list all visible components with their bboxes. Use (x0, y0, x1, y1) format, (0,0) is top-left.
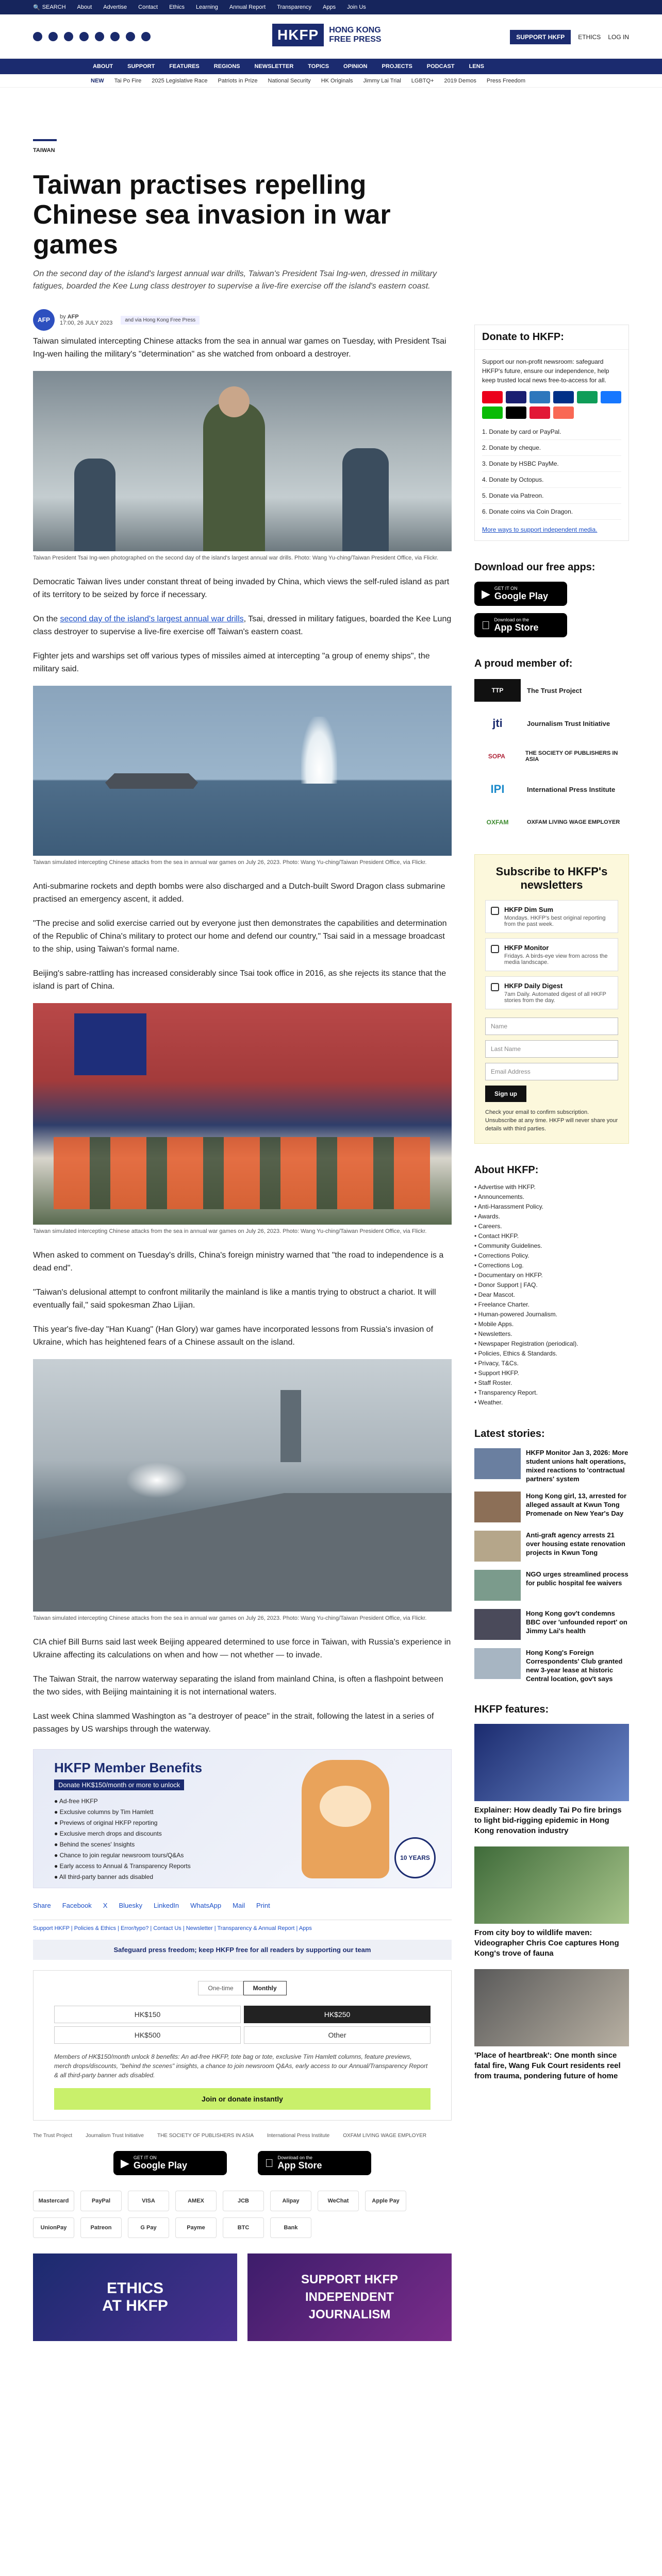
newsletter-form (485, 1018, 618, 1102)
promo-benefits-list (54, 1796, 281, 1883)
about-link[interactable]: • Transparency Report. (474, 1389, 538, 1396)
youtube-icon[interactable] (95, 32, 104, 41)
paragraph: CIA chief Bill Burns said last week Beijing appeared determined to use force in Taiwan, with Russia's experience in Ukraine affecting its calculations on when and how — not whether — to invade. (33, 1638, 451, 1659)
nav-opinion[interactable]: OPINION (343, 63, 368, 70)
paragraph: Anti-submarine rockets and depth bombs were also discharged and a Dutch-built Sword Dragon class submarine practised an emergency ascent, it added. (33, 882, 445, 904)
member-list (474, 679, 629, 834)
photo-caption: Taiwan President Tsai Ing-wen photographed on the second day of the island's largest annual war drills. Photo: Wang Yu-ching/Taiwan President Office, via Flickr. (33, 555, 439, 561)
about-link[interactable]: • Donor Support | FAQ. (474, 1281, 538, 1289)
about-link[interactable]: • Corrections Log. (474, 1262, 524, 1269)
article-body (33, 335, 452, 2341)
author-avatar: AFP (33, 309, 55, 331)
donate-option[interactable]: 5. Donate via Patreon. (482, 488, 621, 504)
payment-icon: JCB (223, 2191, 264, 2211)
article-photo-ship-explosion (33, 686, 452, 856)
tier-250[interactable]: HK$250 (244, 2006, 431, 2023)
nav-topics[interactable]: TOPICS (308, 63, 329, 70)
main-nav (0, 59, 662, 74)
payment-icon: Patreon (80, 2217, 122, 2238)
jti-logo[interactable]: Journalism Trust Initiative (86, 2133, 144, 2139)
nav-newsletter[interactable]: NEWSLETTER (254, 63, 294, 70)
visa-icon (506, 391, 526, 403)
trust-project-logo[interactable]: The Trust Project (33, 2133, 73, 2139)
checkbox-icon[interactable] (491, 907, 499, 915)
about-link[interactable]: • Newsletters. (474, 1330, 512, 1337)
tab-one-time[interactable]: One-time (198, 1981, 243, 1995)
share-x[interactable]: X (103, 1902, 108, 1909)
about-link[interactable]: • Careers. (474, 1223, 502, 1230)
topbar-transparency[interactable]: Transparency (277, 4, 312, 10)
category-tag[interactable]: TAIWAN (33, 139, 57, 154)
latest-stories (474, 1448, 629, 1683)
donate-option[interactable]: 4. Donate by Octopus. (482, 472, 621, 488)
about-link[interactable]: • Advertise with HKFP. (474, 1183, 536, 1191)
benefit-item: ● Behind the scenes' Insights (54, 1841, 135, 1848)
topbar-advertise[interactable]: Advertise (103, 4, 127, 10)
topbar-about[interactable]: About (77, 4, 92, 10)
page-content (0, 88, 662, 2576)
paragraph: "Taiwan's delusional attempt to confront militarily the mainland is like a mantis trying to obstruct a chariot. It will eventually fail," said spokesman Zhao Lijian. (33, 1288, 436, 1310)
promo-subtitle: Donate HK$150/month or more to unlock (54, 1780, 184, 1790)
sopa-logo[interactable]: THE SOCIETY OF PUBLISHERS IN ASIA (157, 2133, 254, 2139)
safeguard-banner[interactable]: Safeguard press freedom; keep HKFP free for all readers by supporting our team (33, 1940, 452, 1960)
share-print[interactable]: Print (256, 1902, 270, 1909)
alipay-icon (601, 391, 621, 403)
wechat-icon (482, 406, 503, 419)
payment-icon: Bank (270, 2217, 311, 2238)
story-thumbnail (474, 1531, 521, 1562)
donate-widget (33, 1970, 452, 2121)
payment-icon: Apple Pay (365, 2191, 406, 2211)
share-linkedin[interactable]: LinkedIn (154, 1902, 179, 1909)
last-name-input[interactable]: Last Name (485, 1040, 618, 1058)
paragraph: On the second day of the island's largest annual war drills, Tsai, dressed in military fatigues, boarded the Kee Lung class destroyer to supervise a live-fire exercise off Taiwan's eastern coast. (33, 615, 452, 636)
share-bar (33, 1902, 452, 1909)
paragraph: Fighter jets and warships set off various types of missiles aimed at intercepting "a group of enemy ships", the military said. (33, 652, 430, 673)
feature-story[interactable]: 'Place of heartbreak': One month since fatal fire, Wang Fuk Court residents reel from trauma, pondering future of home (474, 1969, 629, 2081)
about-link[interactable]: • Support HKFP. (474, 1369, 519, 1377)
sidebar-app-buttons (474, 582, 629, 637)
linkedin-icon[interactable] (110, 32, 120, 41)
story-thumbnail (474, 1570, 521, 1601)
member-benefits-promo[interactable] (33, 1749, 452, 1888)
about-link[interactable]: • Corrections Policy. (474, 1252, 529, 1259)
nav-podcast[interactable]: PODCAST (426, 63, 455, 70)
newsletter-dim-sum[interactable]: HKFP Dim Sum Mondays. HKFP's best original reporting from the past week. (485, 900, 618, 933)
share-facebook[interactable]: Facebook (62, 1902, 92, 1909)
article-photo-sailors-flag (33, 1003, 452, 1225)
publish-date: 17:00, 26 JULY 2023 (60, 320, 113, 326)
about-link[interactable]: • Contact HKFP. (474, 1232, 519, 1240)
app-store-button[interactable]: Download on the App Store (258, 2151, 371, 2175)
latest-story[interactable]: NGO urges streamlined process for public hospital fee waivers (474, 1570, 629, 1601)
ticker-item[interactable]: Jimmy Lai Trial (363, 77, 401, 84)
sidebar (474, 325, 629, 2081)
payment-icon: UnionPay (33, 2217, 74, 2238)
share-label: Share (33, 1902, 51, 1909)
share-bluesky[interactable]: Bluesky (119, 1902, 142, 1909)
ticker-item[interactable]: LGBTQ+ (411, 77, 434, 84)
ethics-link[interactable]: ETHICS (578, 33, 601, 41)
payment-icon: Mastercard (33, 2191, 74, 2211)
topbar-learning[interactable]: Learning (196, 4, 218, 10)
feature-story[interactable]: Explainer: How deadly Tai Po fire brings to light bid-rigging epidemic in Hong Kong renovation industry (474, 1724, 629, 1836)
features-title: HKFP features: (474, 1704, 549, 1715)
about-link[interactable]: • Privacy, T&Cs. (474, 1360, 519, 1367)
join-donate-button[interactable]: Join or donate instantly (54, 2088, 431, 2110)
about-link[interactable]: • Mobile Apps. (474, 1320, 514, 1328)
donation-tiers (54, 2006, 431, 2044)
newsletter-note: Check your email to confirm subscription. Unsubscribe at any time. HKFP will never share your details with third parties. (485, 1109, 618, 1132)
first-name-input[interactable]: Name (485, 1018, 618, 1035)
paragraph: "The precise and solid exercise carried out by everyone just then demonstrates the capabilities and determination of the Republic of China's military to protect our home and defend our country," Tsai said in a message broadcast to the ship, using Taiwan's formal name. (33, 919, 447, 954)
google-play-button[interactable]: ▶ GET IT ON Google Play (113, 2151, 227, 2175)
newsletter-monitor[interactable]: HKFP Monitor Fridays. A birds-eye view from across the media landscape. (485, 938, 618, 971)
nav-support[interactable]: SUPPORT (127, 63, 155, 70)
ticker-item[interactable]: National Security (268, 77, 311, 84)
donate-option[interactable]: 6. Donate coins via Coin Dragon. (482, 504, 621, 520)
facebook-icon[interactable] (33, 32, 42, 41)
about-link[interactable]: • Weather. (474, 1399, 503, 1406)
newsletter-options (485, 900, 618, 1009)
oxfam-logo[interactable]: OXFAM LIVING WAGE EMPLOYER (343, 2133, 427, 2139)
rss-icon[interactable] (141, 32, 151, 41)
footer-links[interactable]: Support HKFP | Policies & Ethics | Error/typo? | Contact Us | Newsletter | Transparency & Annual Report | Apps (33, 1920, 452, 1931)
share-whatsapp[interactable]: WhatsApp (190, 1902, 222, 1909)
payment-icon: VISA (128, 2191, 169, 2211)
latest-title: Latest stories: (474, 1428, 545, 1439)
bottom-banners (33, 2253, 452, 2341)
site-logo[interactable]: HKFP HONG KONG FREE PRESS (272, 24, 382, 46)
tier-other[interactable]: Other (244, 2026, 431, 2044)
photo-caption: Taiwan simulated intercepting Chinese attacks from the sea in annual war games on July 26, 2023. Photo: Wang Yu-ching/Taiwan President Office, via Flickr. (33, 1228, 427, 1234)
story-thumbnail (474, 1648, 521, 1679)
paragraph: Taiwan simulated intercepting Chinese attacks from the sea in annual war games on Tuesday, with President Tsai Ing-wen hailing the military's "determination" as she watched from onboard a destroyer. (33, 337, 446, 359)
donate-options (482, 424, 621, 520)
paragraph: This year's five-day "Han Kuang" (Han Glory) war games have incorporated lessons from Russia's invasion of Ukraine, which has heightened fears of a Chinese assault on the island. (33, 1325, 434, 1347)
paragraph: The Taiwan Strait, the narrow waterway separating the island from mainland China, is often a flashpoint between the two sides, with Beijing maintaining it is not international waters. (33, 1675, 443, 1697)
via-badge: and via Hong Kong Free Press (121, 316, 200, 325)
byline: AFP by AFP 17:00, 26 JULY 2023 and via Hong Kong Free Press (33, 309, 452, 331)
latest-story[interactable]: Hong Kong girl, 13, arrested for alleged assault at Kwun Tong Promenade on New Year's Day (474, 1492, 629, 1522)
about-link[interactable]: • Human-powered Journalism. (474, 1311, 557, 1318)
apple-pay-icon (506, 406, 526, 419)
donate-title: Donate to HKFP: (475, 325, 628, 350)
ticker-item[interactable]: 2019 Demos (444, 77, 476, 84)
app-store-buttons (33, 2151, 452, 2175)
photo-caption: Taiwan simulated intercepting Chinese attacks from the sea in annual war games on July 26, 2023. Photo: Wang Yu-ching/Taiwan President Office, via Flickr. (33, 859, 427, 866)
unionpay-icon (529, 406, 550, 419)
payment-icon: AMEX (175, 2191, 217, 2211)
paragraph: Democratic Taiwan lives under constant threat of being invaded by China, which views the self-ruled island as part of its territory to be seized by force if necessary. (33, 578, 450, 599)
article-dek: On the second day of the island's largest annual war drills, Taiwan's President Tsai Ing-wen, dressed in military fatigues, boarded the Kee Lung class destroyer to supervise a live-fire exercise off the island's eastern coast. (33, 269, 437, 291)
more-ways-link[interactable]: More ways to support independent media. (482, 526, 598, 533)
about-link[interactable]: • Announcements. (474, 1193, 524, 1200)
benefit-item: ● Chance to join regular newsroom tours/Q&As (54, 1852, 184, 1859)
member-jti[interactable]: jti Journalism Trust Initiative (492, 717, 610, 730)
benefit-item: ● Ad-free HKFP (54, 1798, 98, 1805)
telegram-icon[interactable] (126, 32, 135, 41)
support-banner[interactable]: SUPPORT HKFP INDEPENDENT JOURNALISM (247, 2253, 452, 2341)
feature-thumbnail (474, 1724, 629, 1801)
ethics-banner[interactable]: ETHICS AT HKFP (33, 2253, 237, 2341)
x-icon[interactable] (48, 32, 58, 41)
donate-payment-icons (482, 391, 621, 419)
ticker-item[interactable]: Press Freedom (486, 77, 526, 84)
photo-caption: Taiwan simulated intercepting Chinese attacks from the sea in annual war games on July 26, 2023. Photo: Wang Yu-ching/Taiwan President Office, via Flickr. (33, 1615, 427, 1621)
sidebar-app-store[interactable]: Download on the App Store (474, 613, 567, 637)
ipi-logo[interactable]: International Press Institute (267, 2133, 330, 2139)
newsletter-box (474, 854, 629, 1144)
newsletter-title: Subscribe to HKFP's newsletters (495, 865, 608, 891)
article-title: Taiwan practises repelling Chinese sea invasion in war games (33, 170, 391, 260)
benefit-item: ● Exclusive merch drops and discounts (54, 1830, 162, 1837)
promo-title: HKFP Member Benefits (54, 1760, 203, 1775)
inline-link-war-drills[interactable]: second day of the island's largest annual war drills (60, 615, 244, 623)
tier-500[interactable]: HK$500 (54, 2026, 241, 2044)
topbar-join[interactable]: Join Us (347, 4, 366, 10)
story-thumbnail (474, 1448, 521, 1479)
share-mail[interactable]: Mail (233, 1902, 245, 1909)
apps-title: Download our free apps: (474, 562, 595, 573)
feature-story[interactable]: From city boy to wildlife maven: Videographer Chris Coe captures Hong Kong's trove of fauna (474, 1846, 629, 1959)
donate-box (474, 325, 629, 541)
ticker-item[interactable]: HK Originals (321, 77, 353, 84)
tier-150[interactable]: HK$150 (54, 2006, 241, 2023)
patreon-icon (553, 406, 574, 419)
member-ipi[interactable]: IPI International Press Institute (490, 783, 616, 795)
latest-story[interactable]: HKFP Monitor Jan 3, 2026: More student unions halt operations, mixed reactions to 'contractual partners' system (474, 1448, 629, 1483)
paypal-icon (553, 391, 574, 403)
topbar-contact[interactable]: Contact (138, 4, 158, 10)
donate-text: Support our non-profit newsroom: safeguard HKFP's future, ensure our independence, help keep trusted local news free-to-access for all. (482, 358, 609, 384)
social-icons (33, 32, 151, 41)
story-thumbnail (474, 1492, 521, 1522)
topbar-apps[interactable]: Apps (323, 4, 336, 10)
latest-story[interactable]: Hong Kong gov't condemns BBC over 'unfounded report' on Jimmy Lai's health (474, 1609, 629, 1640)
benefit-item: ● All third-party banner ads disabled (54, 1873, 154, 1880)
top-utility-bar (0, 0, 662, 14)
topbar-annual-report[interactable]: Annual Report (229, 4, 266, 10)
about-link[interactable]: • Awards. (474, 1213, 501, 1220)
payment-icon: PayPal (80, 2191, 122, 2211)
donate-option[interactable]: 2. Donate by cheque. (482, 440, 621, 456)
about-link[interactable]: • Community Guidelines. (474, 1242, 542, 1249)
tab-monthly[interactable]: Monthly (243, 1981, 287, 1995)
checkbox-icon[interactable] (491, 983, 499, 991)
about-link[interactable]: • Freelance Charter. (474, 1301, 529, 1308)
payment-icon: Alipay (270, 2191, 311, 2211)
nav-about[interactable]: ABOUT (93, 63, 113, 70)
ticker-item[interactable]: Tai Po Fire (114, 77, 142, 84)
article-photo-tsai (33, 371, 452, 551)
sidebar-google-play[interactable]: ▶ GET IT ON Google Play (474, 582, 567, 606)
nav-regions[interactable]: REGIONS (213, 63, 240, 70)
member-sopa[interactable]: SOPA THE SOCIETY OF PUBLISHERS IN ASIA (488, 750, 618, 762)
about-link[interactable]: • Newspaper Registration (periodical). (474, 1340, 578, 1347)
member-logos-row (33, 2133, 452, 2139)
about-link[interactable]: • Anti-Harassment Policy. (474, 1203, 544, 1210)
paragraph: When asked to comment on Tuesday's drills, China's foreign ministry warned that "the road to independence is a dead end". (33, 1251, 444, 1273)
login-link[interactable]: LOG IN (608, 33, 629, 41)
email-input[interactable]: Email Address (485, 1063, 618, 1080)
payment-icon: BTC (223, 2217, 264, 2238)
newsletter-daily-digest[interactable]: HKFP Daily Digest 7am Daily. Automated digest of all HKFP stories from the day. (485, 976, 618, 1009)
feature-thumbnail (474, 1969, 629, 2046)
donate-option[interactable]: 1. Donate by card or PayPal. (482, 424, 621, 440)
paragraph: Beijing's sabre-rattling has increased considerably since Tsai took office in 2016, as she rejects its stance that the island is part of China. (33, 969, 446, 991)
member-trust-project[interactable]: TTP The Trust Project (474, 679, 629, 702)
paragraph: Last week China slammed Washington as "a destroyer of peace" in the strait, following the latest in a series of passages by US warships through the waterway. (33, 1712, 434, 1734)
member-title: A proud member of: (474, 658, 573, 669)
latest-story[interactable]: Anti-graft agency arrests 21 over housing estate renovation projects in Kwun Tong (474, 1531, 629, 1562)
ten-years-badge: 10 YEARS (394, 1837, 436, 1878)
about-link[interactable]: • Policies, Ethics & Standards. (474, 1350, 557, 1357)
about-link[interactable]: • Staff Roster. (474, 1379, 512, 1386)
author-name[interactable]: AFP (67, 314, 79, 320)
deer-mascot-illustration (302, 1760, 389, 1878)
signup-button[interactable]: Sign up (485, 1086, 526, 1102)
amex-icon (529, 391, 550, 403)
payment-icon: Payme (175, 2217, 217, 2238)
member-oxfam[interactable]: OXFAM OXFAM LIVING WAGE EMPLOYER (486, 819, 620, 826)
donate-option[interactable]: 3. Donate by HSBC PayMe. (482, 456, 621, 472)
about-link[interactable]: • Documentary on HKFP. (474, 1272, 543, 1279)
donate-frequency-tabs (54, 1981, 431, 1995)
payment-icon: G Pay (128, 2217, 169, 2238)
feature-thumbnail (474, 1846, 629, 1924)
latest-story[interactable]: Hong Kong's Foreign Correspondents' Club granted new 3-year lease at historic Central location, gov't says (474, 1648, 629, 1683)
mastercard-icon (482, 391, 503, 403)
payment-icon: WeChat (318, 2191, 359, 2211)
jcb-icon (577, 391, 598, 403)
nav-features[interactable]: FEATURES (169, 63, 200, 70)
about-links (474, 1182, 629, 1408)
feature-stories (474, 1724, 629, 2081)
site-header (0, 14, 662, 59)
article-header (33, 139, 452, 331)
new-label: NEW (91, 77, 104, 84)
article-photo-destroyer-deck (33, 1359, 452, 1612)
about-title: About HKFP: (474, 1164, 539, 1176)
trending-ticker (0, 74, 662, 88)
instagram-icon[interactable] (64, 32, 73, 41)
search-link[interactable]: 🔍 SEARCH (33, 4, 66, 11)
member-note: Members of HK$150/month unlock 8 benefits: An ad-free HKFP, tote bag or tote, exclusive Tim Hamlett columns, feature previews, merch drops/discounts, "behind the scenes" insights, a chance to join newsroom Q&As, early access to our Annual/Transparency Report & all third-party banner ads disabled. (54, 2053, 428, 2079)
benefit-item: ● Early access to Annual & Transparency Reports (54, 1862, 191, 1870)
benefit-item: ● Previews of original HKFP reporting (54, 1819, 158, 1826)
checkbox-icon[interactable] (491, 945, 499, 953)
threads-icon[interactable] (79, 32, 89, 41)
story-thumbnail (474, 1609, 521, 1640)
topbar-ethics[interactable]: Ethics (169, 4, 185, 10)
ticker-item[interactable]: 2025 Legislative Race (152, 77, 208, 84)
benefit-item: ● Exclusive columns by Tim Hamlett (54, 1808, 154, 1816)
nav-lens[interactable]: LENS (469, 63, 484, 70)
nav-projects[interactable]: PROJECTS (382, 63, 412, 70)
support-hkfp-button[interactable]: SUPPORT HKFP (510, 30, 571, 44)
payment-methods (33, 2191, 452, 2238)
about-link[interactable]: • Dear Mascot. (474, 1291, 515, 1298)
ticker-item[interactable]: Patriots in Prize (218, 77, 258, 84)
